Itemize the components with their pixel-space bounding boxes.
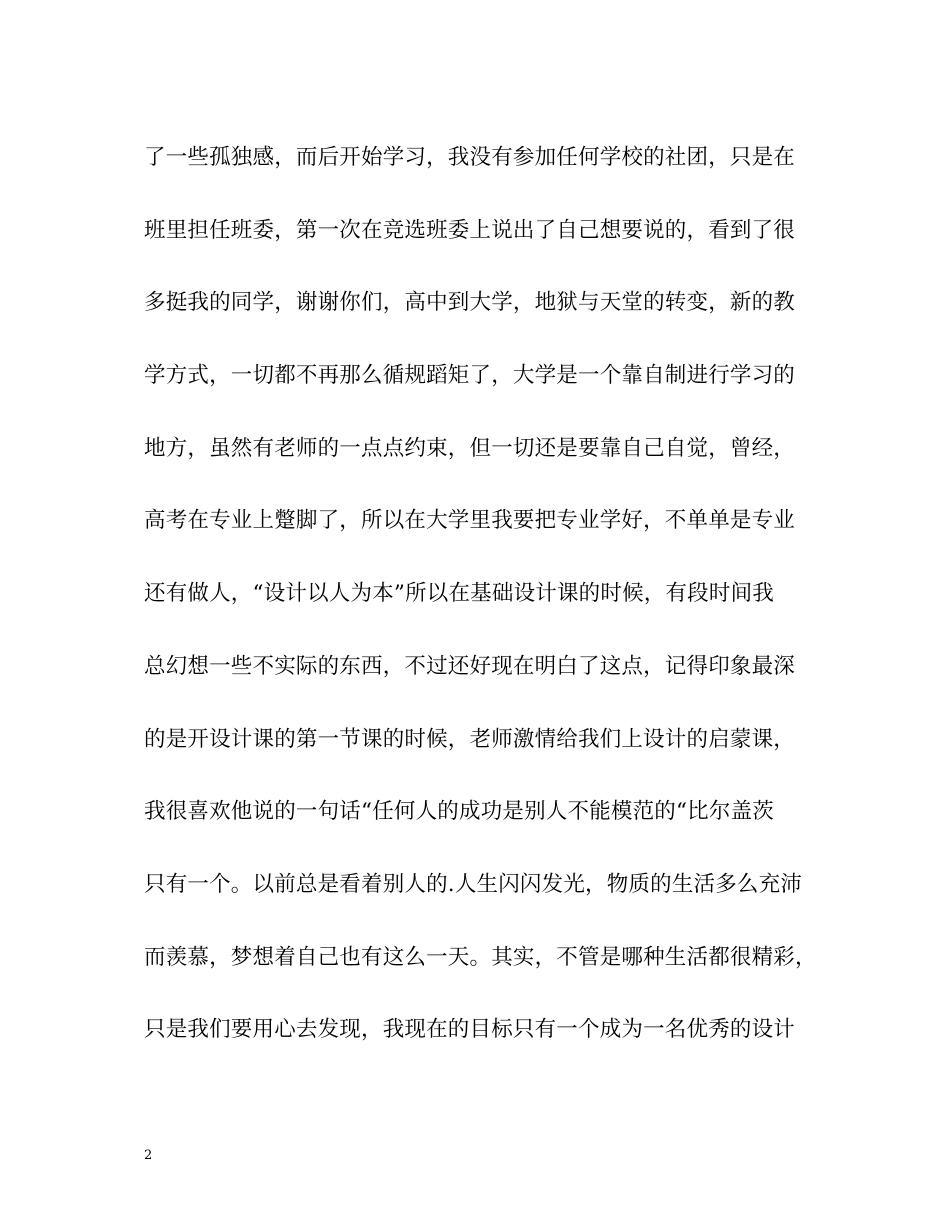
- text-line-3: 多挺我的同学，谢谢你们，高中到大学，地狱与天堂的转变，新的教: [144, 290, 796, 316]
- text-line-1: 了一些孤独感，而后开始学习，我没有参加任何学校的社团，只是在: [144, 145, 796, 170]
- text-line-9: 的是开设计课的第一节课的时候，老师激情给我们上设计的启蒙课，: [144, 726, 796, 752]
- body-text: [144, 132, 817, 1077]
- text-line-8: 总幻想一些不实际的东西，不过还好现在明白了这点，记得印象最深: [144, 653, 796, 679]
- text-line-12: 而羡慕，梦想着自己也有这么一天。其实，不管是哪种生活都很精彩，: [144, 944, 817, 970]
- text-line-6: 高考在专业上蹩脚了，所以在大学里我要把专业学好，不单单是专业: [144, 508, 796, 534]
- text-line-10: 我很喜欢他说的一句话“任何人的成功是别人不能模范的“比尔盖茨: [144, 799, 774, 825]
- text-line-4: 学方式，一切都不再那么循规蹈矩了，大学是一个靠自制进行学习的: [144, 363, 796, 389]
- page-number: 2: [144, 1148, 153, 1163]
- text-line-5: 地方，虽然有老师的一点点约束，但一切还是要靠自己自觉，曾经，: [144, 435, 796, 461]
- text-line-7: 还有做人，“设计以人为本”所以在基础设计课的时候，有段时间我: [144, 581, 774, 607]
- text-line-2: 班里担任班委，第一次在竞选班委上说出了自己想要说的，看到了很: [144, 217, 796, 243]
- text-line-11: 只有一个。以前总是看着别人的.人生闪闪发光，物质的生活多么充沛: [144, 871, 803, 897]
- text-line-13: 只是我们要用心去发现，我现在的目标只有一个成为一名优秀的设计: [144, 1017, 796, 1043]
